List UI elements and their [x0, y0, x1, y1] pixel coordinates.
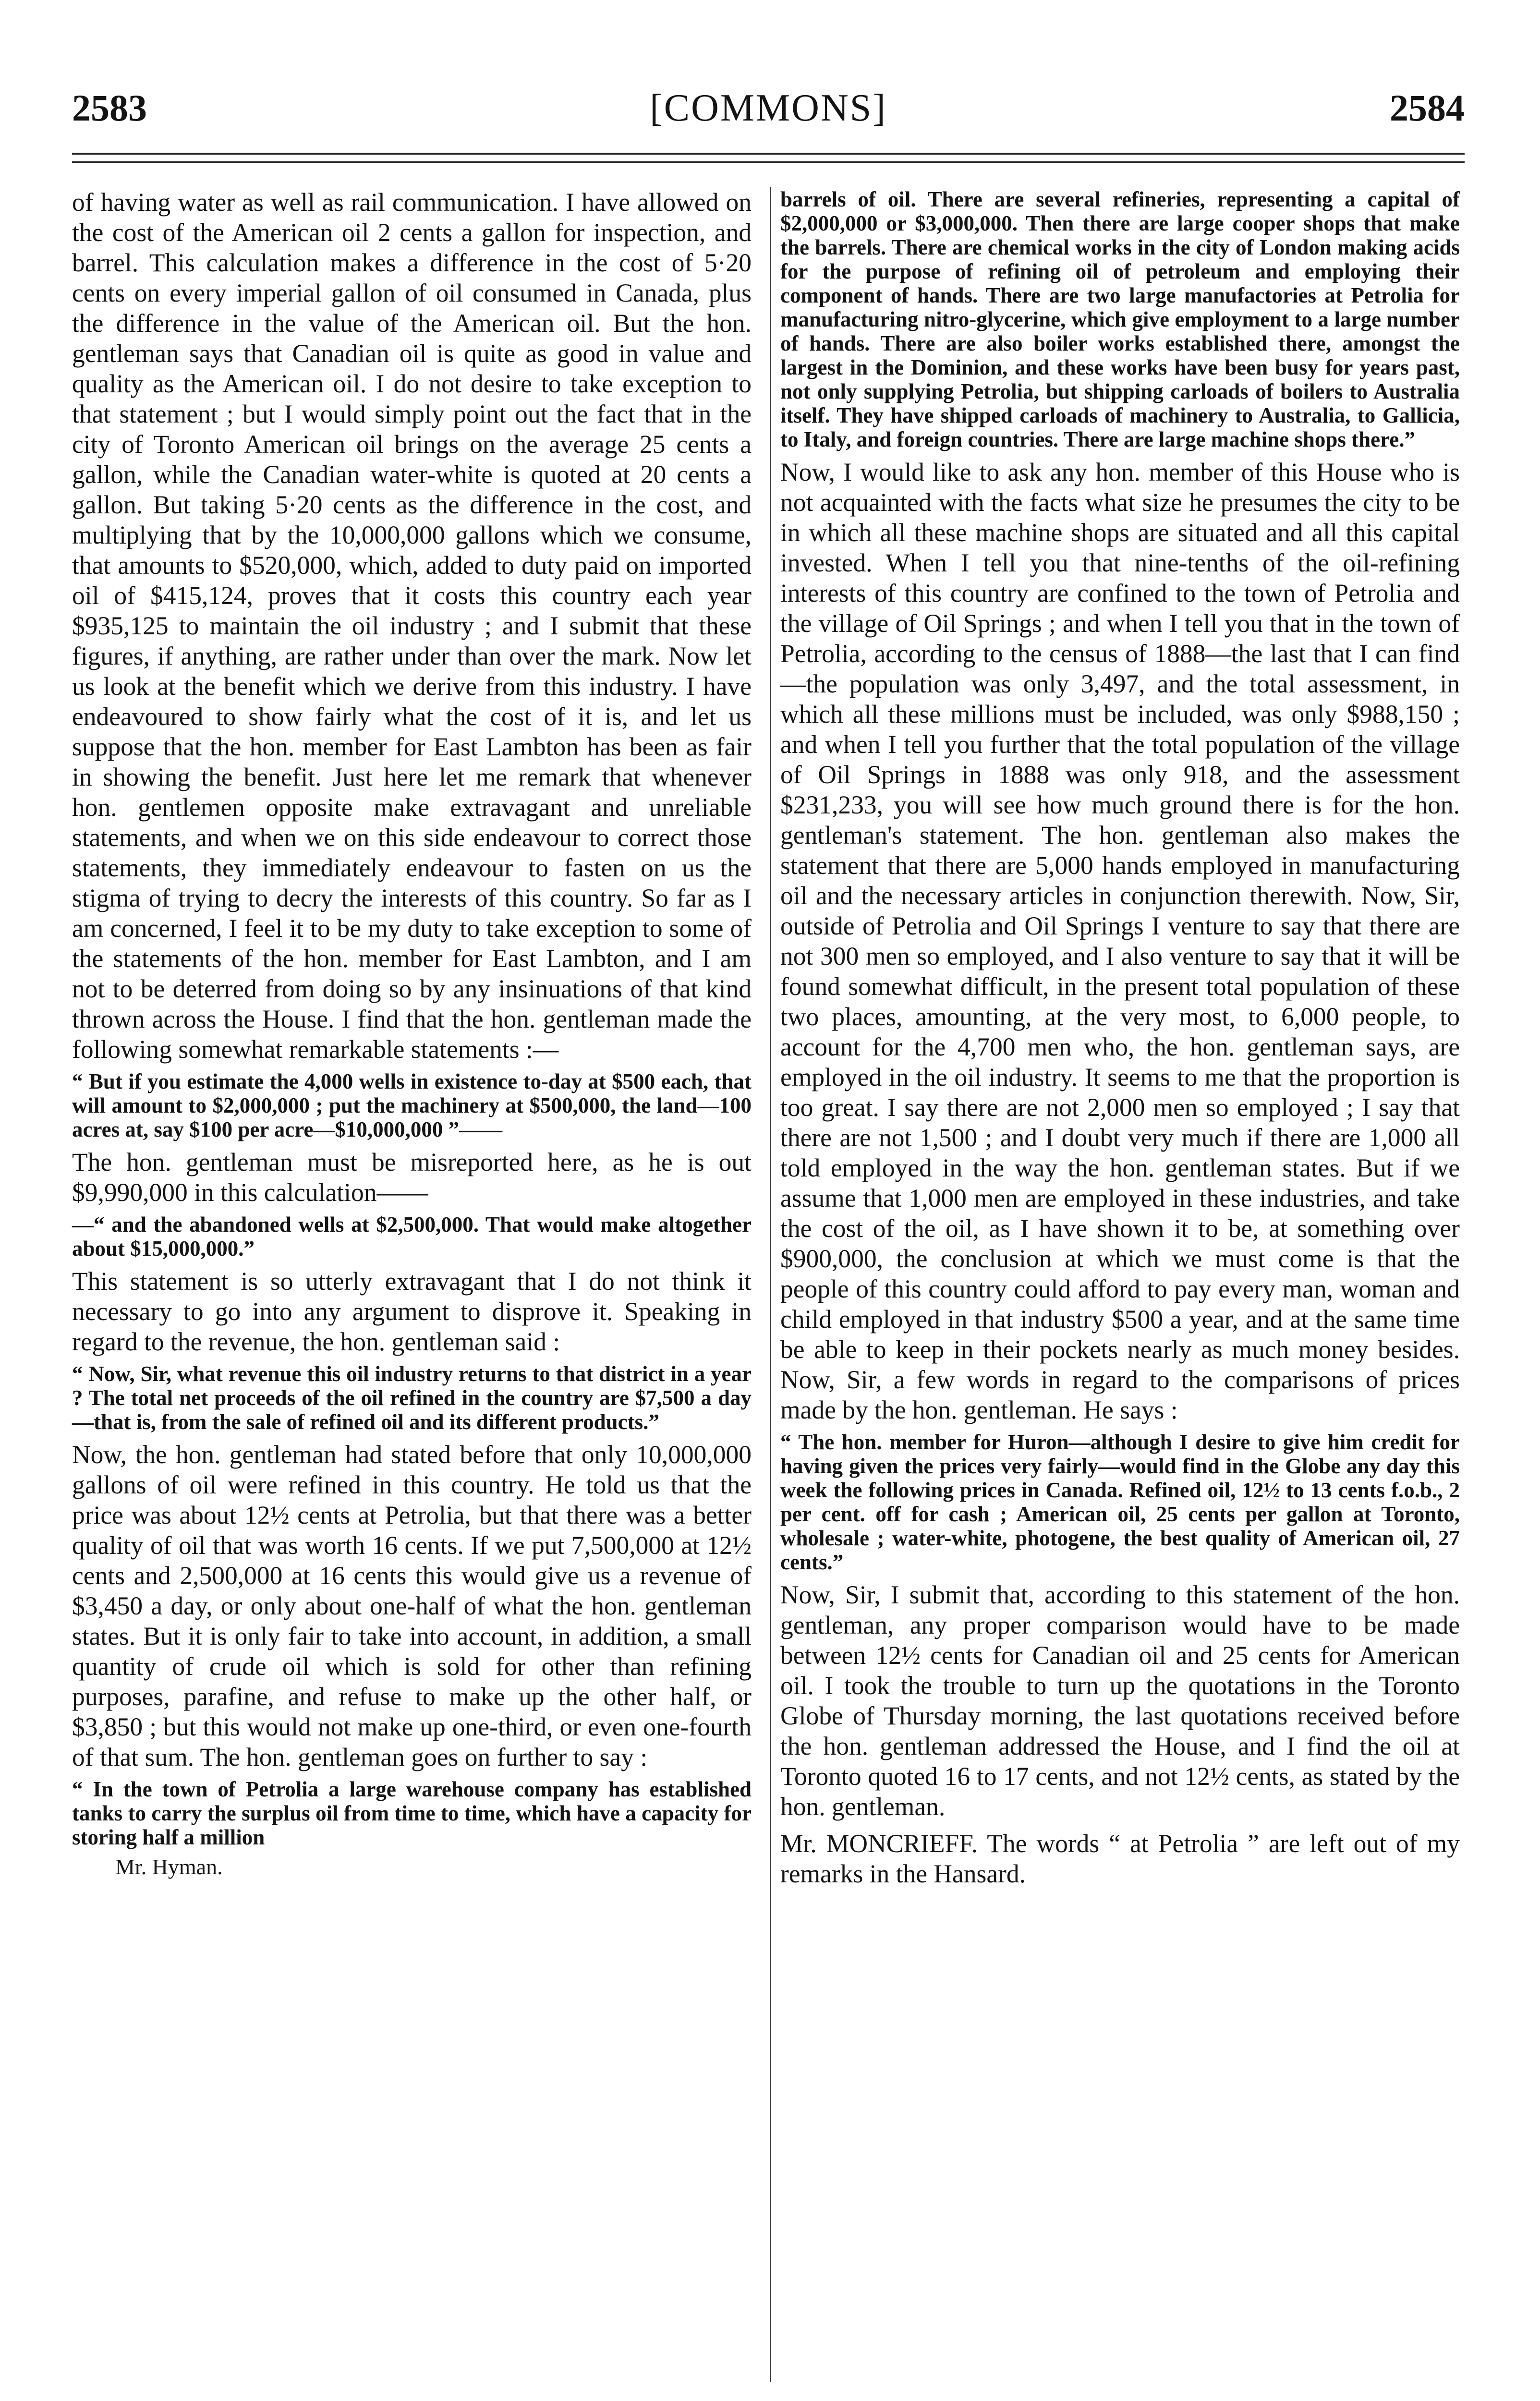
paragraph: Now, Sir, I submit that, according to this statement of the hon. gentleman, any proper comparison would have to be made between 12½ cents for Canadian oil and 25 cents for American oil. I took the trouble to turn up the quotations in the Toronto Globe of Thursday morning, the last quotations received before the hon. gentleman addressed the House, and I find the oil at Toronto quoted 16 to 17 cents, and not 12½ cents, as stated by the hon. gentleman.: [780, 1580, 1460, 1821]
block-quote: “ The hon. member for Huron—although I desire to give him credit for having given the prices very fairly—would find in the Globe any day this week the following prices in Canada. Refined oil, 12½ to 13 cents f.o.b., 2 per cent. off for cash ; American oil, 25 cents per gallon at Toronto, wholesale ; water-white, photogene, the best quality of American oil, 27 cents.”: [780, 1430, 1460, 1574]
paragraph: This statement is so utterly extravagant that I do not think it necessary to go into any argument to disprove it. Speaking in regard to the revenue, the hon. gentleman said :: [72, 1267, 752, 1356]
header-rule-bottom: [72, 161, 1465, 163]
page-number-right: 2584: [1390, 87, 1465, 129]
paragraph: Mr. MONCRIEFF. The words “ at Petrolia ” are left out of my remarks in the Hansard.: [780, 1829, 1460, 1888]
header-rule-top: [72, 153, 1465, 155]
block-quote: “ In the town of Petrolia a large warehouse company has established tanks to carry the surplus oil from time to time, which have a capacity for storing half a million: [72, 1777, 752, 1849]
block-quote: —“ and the abandoned wells at $2,500,000. That would make altogether about $15,000,000.”: [72, 1213, 752, 1261]
speaker-signature: Mr. Hyman.: [115, 1855, 223, 1879]
column-divider: [770, 187, 771, 2382]
block-quote: barrels of oil. There are several refineries, representing a capital of $2,000,000 or $3,000,000. Then there are large cooper shops that make the barrels. There are chemical works in the city of London making acids for the purpose of refining oil of petroleum and employing their component of hands. There are two large manufactories at Petrolia for manufacturing nitro-glycerine, which give employment to a large number of hands. There are also boiler works established there, amongst the largest in the Dominion, and these works have been busy for years past, not only supplying Petrolia, but shipping carloads of boilers to Australia itself. They have shipped carloads of machinery to Australia, to Gallicia, to Italy, and foreign countries. There are large machine shops there.”: [780, 187, 1460, 451]
block-quote: “ Now, Sir, what revenue this oil industry returns to that district in a year ? The total net proceeds of the oil refined in the country are $7,500 a day—that is, from the sale of refined oil and its different products.”: [72, 1362, 752, 1434]
page-number-left: 2583: [72, 87, 147, 129]
right-column: [780, 187, 1460, 1889]
chamber-title: [COMMONS]: [650, 87, 887, 129]
block-quote: “ But if you estimate the 4,000 wells in existence to-day at $500 each, that will amount to $2,000,000 ; put the machinery at $500,000, the land—100 acres at, say $100 per acre—$10,000,000 ”——: [72, 1069, 752, 1141]
paragraph: Now, the hon. gentleman had stated before that only 10,000,000 gallons of oil were refined in this country. He told us that the price was about 12½ cents at Petrolia, but that there was a better quality of oil that was worth 16 cents. If we put 7,500,000 at 12½ cents and 2,500,000 at 16 cents this would give us a revenue of $3,450 a day, or only about one-half of what the hon. gentleman states. But it is only fair to take into account, in addition, a small quantity of crude oil which is sold for other than refining purposes, parafine, and refuse to make up the other half, or $3,850 ; but this would not make up one-third, or even one-fourth of that sum. The hon. gentleman goes on further to say :: [72, 1440, 752, 1771]
paragraph: of having water as well as rail communication. I have allowed on the cost of the American oil 2 cents a gallon for inspection, and barrel. This calculation makes a difference in the cost of 5·20 cents on every imperial gallon of oil consumed in Canada, plus the difference in the value of the American oil. But the hon. gentleman says that Canadian oil is quite as good in value and quality as the American oil. I do not desire to take exception to that statement ; but I would simply point out the fact that in the city of Toronto American oil brings on the average 25 cents a gallon, while the Canadian water-white is quoted at 20 cents a gallon. But taking 5·20 cents as the difference in the cost, and multiplying that by the 10,000,000 gallons which we consume, that amounts to $520,000, which, added to duty paid on imported oil of $415,124, proves that it costs this country each year $935,125 to maintain the oil industry ; and I submit that these figures, if anything, are rather under than over the mark. Now let us look at the benefit which we derive from this industry. I have endeavoured to show fairly what the cost of it is, and let us suppose that the hon. member for East Lambton has been as fair in showing the benefit. Just here let me remark that whenever hon. gentlemen opposite make extravagant and unreliable statements, and when we on this side endeavour to correct those statements, they immediately endeavour to fasten on us the stigma of trying to decry the interests of this country. So far as I am concerned, I feel it to be my duty to take exception to some of the statements of the hon. member for East Lambton, and I am not to be deterred from doing so by any insinuations of that kind thrown across the House. I find that the hon. gentleman made the following somewhat remarkable statements :—: [72, 188, 752, 1064]
page-header: [72, 86, 1465, 139]
paragraph: The hon. gentleman must be misreported here, as he is out $9,990,000 in this calculation——: [72, 1148, 752, 1207]
left-column: [72, 187, 752, 1879]
paragraph: Now, I would like to ask any hon. member of this House who is not acquainted with the facts what size he presumes the city to be in which all these machine shops are situated and all this capital invested. When I tell you that nine-tenths of the oil-refining interests of this country are confined to the town of Petrolia and the village of Oil Springs ; and when I tell you that in the town of Petrolia, according to the census of 1888—the last that I can find—the population was only 3,497, and the total assessment, in which all these millions must be included, was only $988,150 ; and when I tell you further that the total population of the village of Oil Springs in 1888 was only 918, and the assessment $231,233, you will see how much ground there is for the hon. gentleman's statement. The hon. gentleman also makes the statement that there are 5,000 hands employed in manufacturing oil and the necessary articles in conjunction therewith. Now, Sir, outside of Petrolia and Oil Springs I venture to say that there are not 300 men so employed, and I also venture to say that it will be found somewhat difficult, in the present total population of these two places, amounting, at the very most, to 6,000 people, to account for the 4,700 men who, the hon. gentleman says, are employed in the oil industry. It seems to me that the proportion is too great. I say there are not 2,000 men so employed ; I say that there are not 1,500 ; and I doubt very much if there are 1,000 all told employed in the way the hon. gentleman states. But if we assume that 1,000 men are employed in these industries, and take the cost of the oil, as I have shown it to be, at something over $900,000, the conclusion at which we must come is that the people of this country could afford to pay every man, woman and child employed in that industry $500 a year, and at the same time be able to keep in their pockets nearly as much money besides. Now, Sir, a few words in regard to the comparisons of prices made by the hon. gentleman. He says :: [780, 458, 1460, 1424]
